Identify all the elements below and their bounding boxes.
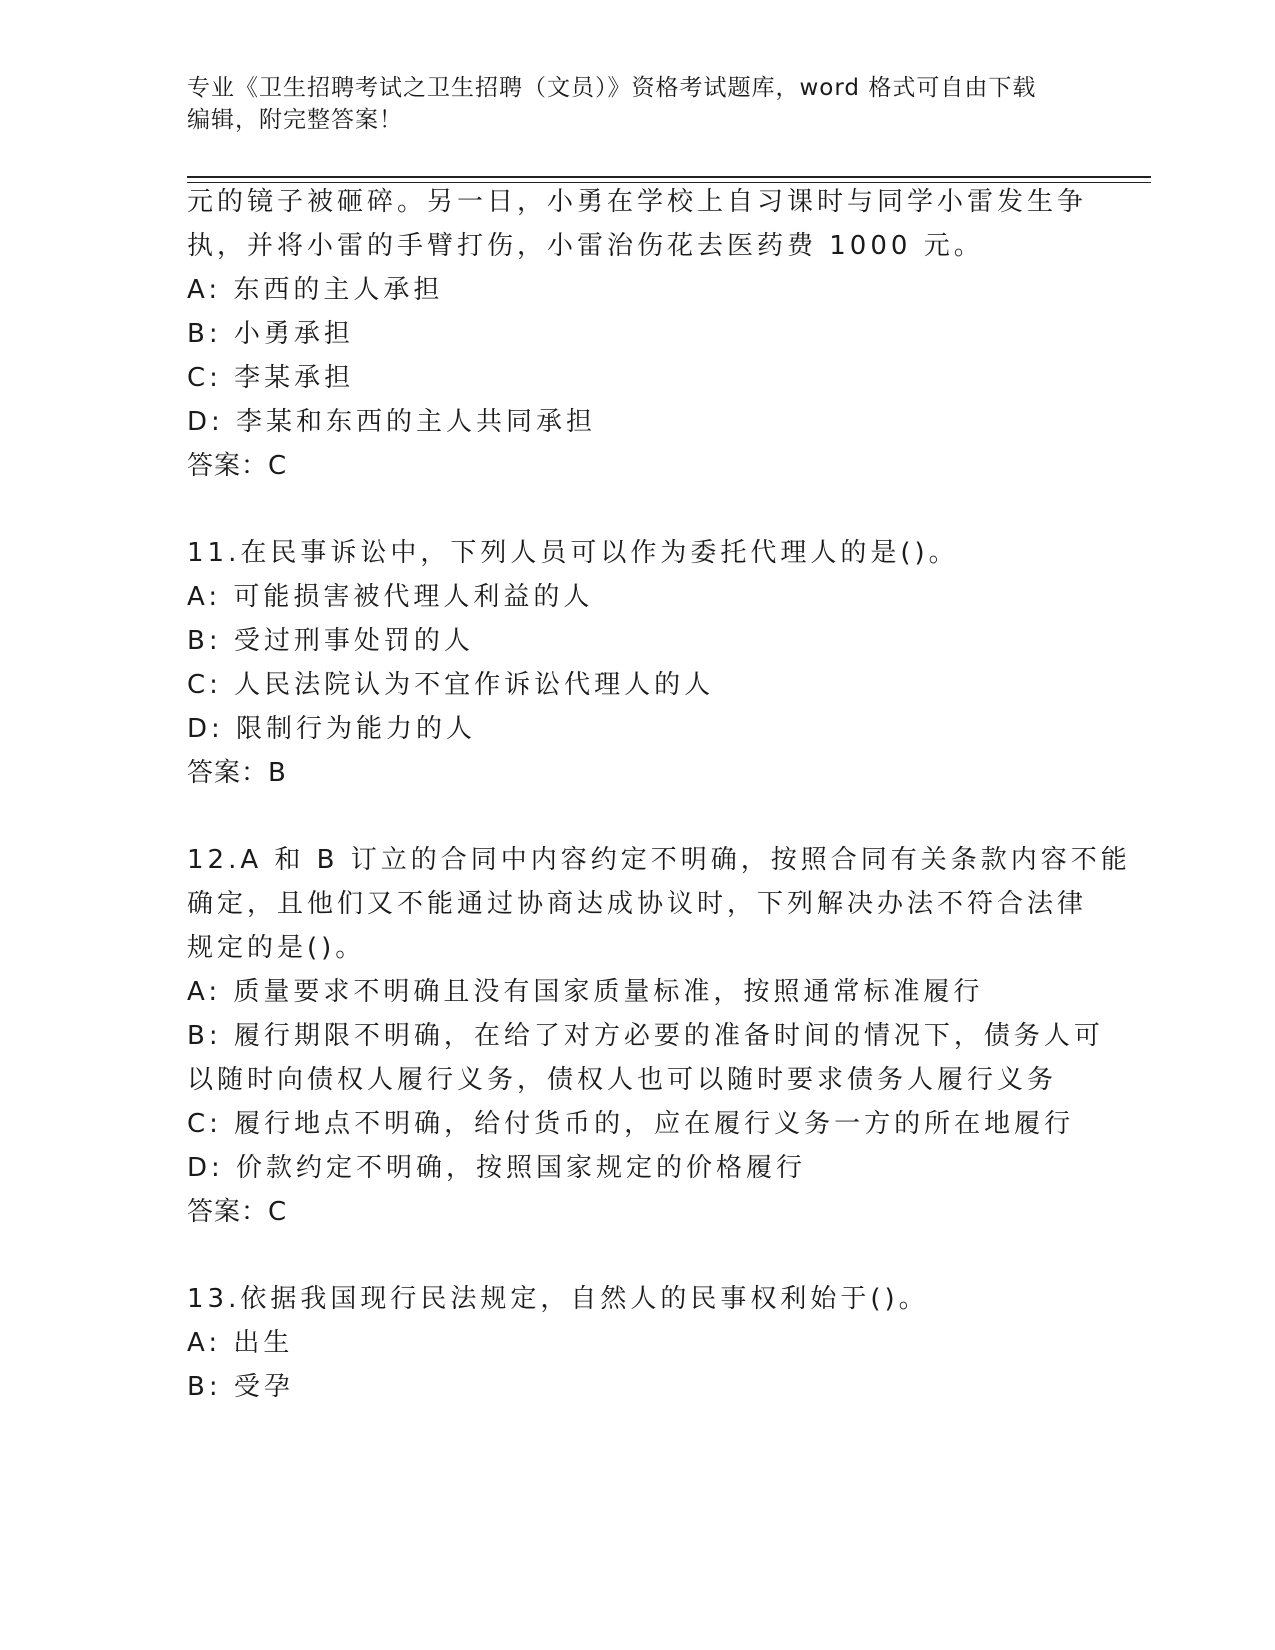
- q13-option-a: A: 出生: [187, 1328, 294, 1358]
- q12-option-b-line-1: B: 履行期限不明确，在给了对方必要的准备时间的情况下，债务人可: [187, 1021, 1104, 1051]
- q10-option-b: B: 小勇承担: [187, 319, 354, 349]
- q10-stem-line-2: 执，并将小雷的手臂打伤，小雷治伤花去医药费 1000 元。: [187, 231, 984, 261]
- q10-stem-line-1: 元的镜子被砸碎。另一日，小勇在学校上自习课时与同学小雷发生争: [187, 187, 1088, 217]
- q11-option-c: C: 人民法院认为不宜作诉讼代理人的人: [187, 670, 715, 700]
- header-divider-thick: [187, 176, 1151, 178]
- header-line-2: 编辑，附完整答案！: [187, 107, 403, 133]
- q10-answer: 答案：C: [187, 451, 288, 481]
- q12-stem-line-2: 确定，且他们又不能通过协商达成协议时，下列解决办法不符合法律: [187, 889, 1088, 919]
- q12-stem-line-1: 12.A 和 B 订立的合同中内容约定不明确，按照合同有关条款内容不能: [187, 845, 1131, 875]
- q11-option-b: B: 受过刑事处罚的人: [187, 626, 474, 656]
- q12-answer: 答案：C: [187, 1197, 288, 1227]
- q11-stem: 11.在民事诉讼中，下列人员可以作为委托代理人的是()。: [187, 538, 959, 568]
- q12-option-b-line-2: 以随时向债权人履行义务，债权人也可以随时要求债务人履行义务: [187, 1065, 1058, 1095]
- q11-option-d: D: 限制行为能力的人: [187, 714, 477, 744]
- q10-option-d: D: 李某和东西的主人共同承担: [187, 407, 597, 437]
- q12-option-a: A: 质量要求不明确且没有国家质量标准，按照通常标准履行: [187, 977, 984, 1007]
- q12-option-c: C: 履行地点不明确，给付货币的，应在履行义务一方的所在地履行: [187, 1109, 1075, 1139]
- q12-option-d: D: 价款约定不明确，按照国家规定的价格履行: [187, 1153, 807, 1183]
- q13-option-b: B: 受孕: [187, 1372, 294, 1402]
- document-header: [187, 72, 1087, 136]
- q10-option-c: C: 李某承担: [187, 363, 355, 393]
- q10-option-a: A: 东西的主人承担: [187, 275, 444, 305]
- header-divider-thin: [187, 182, 1151, 183]
- q13-stem: 13.依据我国现行民法规定，自然人的民事权利始于()。: [187, 1284, 929, 1314]
- q12-stem-line-3: 规定的是()。: [187, 933, 366, 963]
- q11-answer: 答案：B: [187, 758, 287, 788]
- header-line-1: 专业《卫生招聘考试之卫生招聘（文员）》资格考试题库，word 格式可自由下载: [187, 75, 1037, 101]
- q11-option-a: A: 可能损害被代理人利益的人: [187, 582, 594, 612]
